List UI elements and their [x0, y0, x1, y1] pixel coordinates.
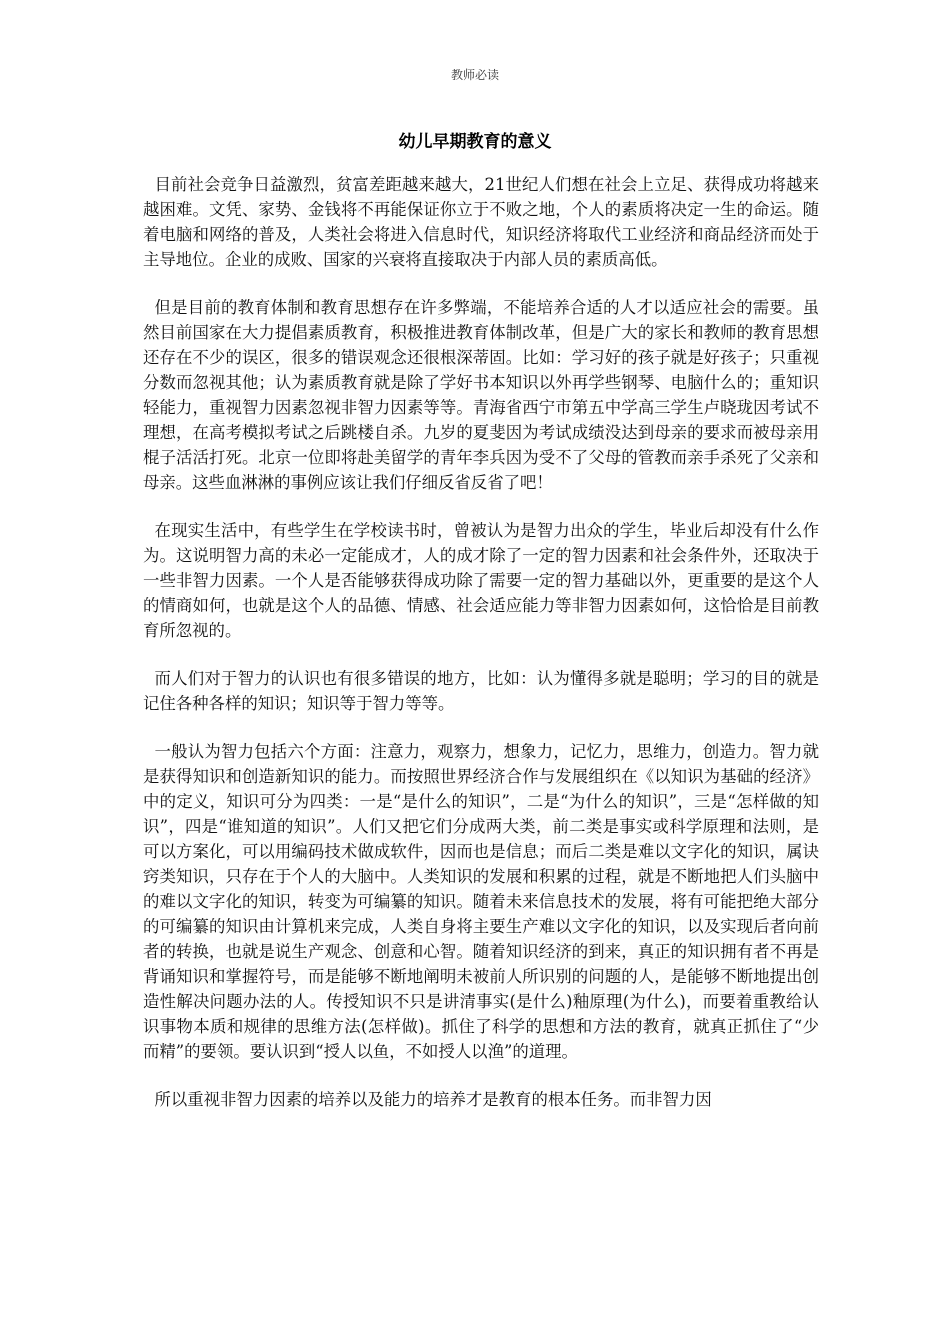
document-title: 幼儿早期教育的意义 — [398, 132, 552, 152]
paragraph-1: 目前社会竞争日益激烈，贫富差距越来越大，21世纪人们想在社会上立足、获得成功将越来越困难。文凭、家势、金钱将不再能保证你立于不败之地，个人的素质将决定一生的命运。随着电脑和网络的普及，人类社会将进入信息时代，知识经济将取代工业经济和商品经济而处于主导地位。企业的成败、国家的兴衰将直接取决于内部人员的素质高低。 — [143, 175, 819, 269]
paragraph-6: 所以重视非智力因素的培养以及能力的培养才是教育的根本任务。而非智力因 — [154, 1090, 712, 1109]
paragraph-5: 一般认为智力包括六个方面：注意力，观察力，想象力，记忆力，思维力，创造力。智力就是获得知识和创造新知识的能力。而按照世界经济合作与发展组织在《以知识为基础的经济》中的定义，知识可分为四类：一是“是什么的知识”，二是“为什么的知识”，三是“怎样做的知识”，四是“谁知道的知识”。人们又把它们分成两大类，前二类是事实或科学原理和法则，是可以方案化，可以用编码技术做成软件，因而也是信息；而后二类是难以文字化的知识，属诀窍类知识，只存在于个人的大脑中。人类知识的发展和积累的过程，就是不断地把人们头脑中的难以文字化的知识，转变为可编纂的知识。随着未来信息技术的发展，将有可能把绝大部分的可编纂的知识由计算机来完成，人类自身将主要生产难以文字化的知识，以及实现后者向前者的转换，也就是说生产观念、创意和心智。随着知识经济的到来，真正的知识拥有者不再是背诵知识和掌握符号，而是能够不断地阐明未被前人所识别的问题的人，是能够不断地提出创造性解决问题办法的人。传授知识不只是讲清事实(是什么)釉原理(为什么)，而要着重教给认识事物本质和规律的思维方法(怎样做)。抓住了科学的思想和方法的教育，就真正抓住了“少而精”的要领。要认识到“授人以鱼，不如授人以渔”的道理。 — [143, 742, 819, 1061]
paragraph-2: 但是目前的教育体制和教育思想存在许多弊端，不能培养合适的人才以适应社会的需要。虽然目前国家在大力提倡素质教育，积极推进教育体制改革，但是广大的家长和教师的教育思想还存在不少的误区，很多的错误观念还很根深蒂固。比如：学习好的孩子就是好孩子；只重视分数而忽视其他；认为素质教育就是除了学好书本知识以外再学些钢琴、电脑什么的；重知识轻能力，重视智力因素忽视非智力因素等等。青海省西宁市第五中学高三学生卢晓珑因考试不理想，在高考模拟考试之后跳楼自杀。九岁的夏斐因为考试成绩没达到母亲的要求而被母亲用棍子活活打死。北京一位即将赴美留学的青年李兵因为受不了父母的管教而亲手杀死了父亲和母亲。这些血淋淋的事例应该让我们仔细反省反省了吧！ — [143, 298, 819, 492]
page-header: 教师必读 — [450, 68, 499, 82]
paragraph-4: 而人们对于智力的认识也有很多错误的地方，比如：认为懂得多就是聪明；学习的目的就是记住各种各样的知识；知识等于智力等等。 — [143, 669, 819, 713]
document-body — [143, 172, 819, 1135]
paragraph-3: 在现实生活中，有些学生在学校读书时，曾被认为是智力出众的学生，毕业后却没有什么作为。这说明智力高的未必一定能成才，人的成才除了一定的智力因素和社会条件外，还取决于一些非智力因素。一个人是否能够获得成功除了需要一定的智力基础以外，更重要的是这个人的情商如何，也就是这个人的品德、情感、社会适应能力等非智力因素如何，这恰恰是目前教育所忽视的。 — [143, 521, 819, 640]
